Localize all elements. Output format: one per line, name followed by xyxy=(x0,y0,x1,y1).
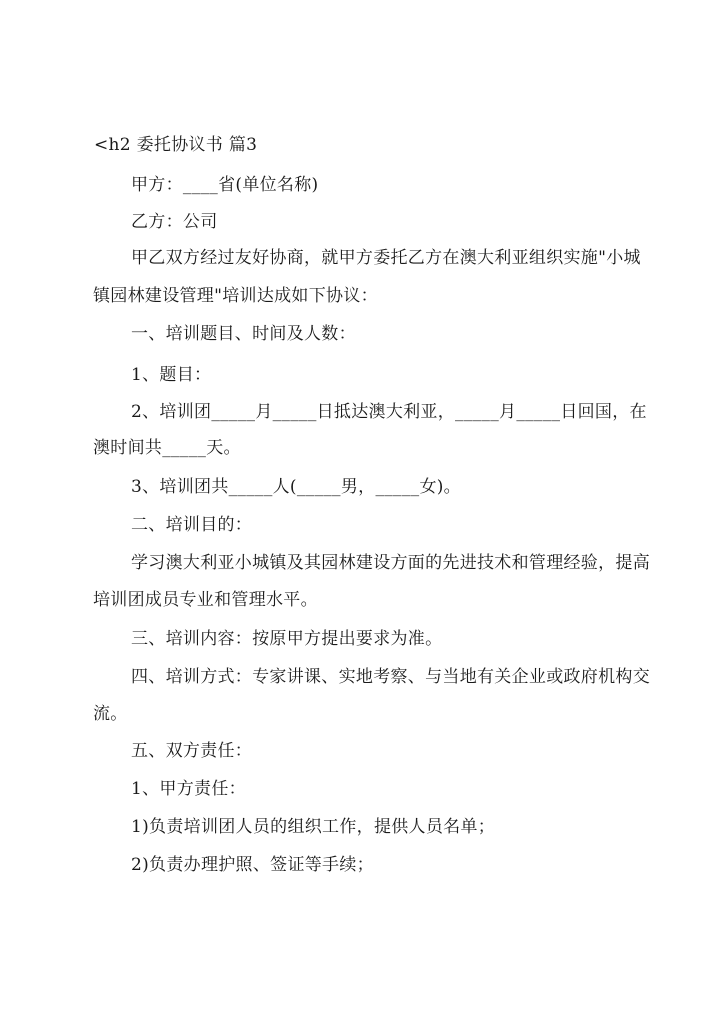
section-1-item-2-line-2: 澳时间共_____天。 xyxy=(93,438,241,458)
party-b-line: 乙方：公司 xyxy=(131,212,218,232)
section-4-line-2: 流。 xyxy=(93,704,128,724)
section-5-item-1-sub-1: 1)负责培训团人员的组织工作，提供人员名单； xyxy=(131,817,496,837)
section-1-item-2-line-1: 2、培训团_____月_____日抵达澳大利亚，_____月_____日回国，在 xyxy=(131,402,647,422)
section-3-title: 三、培训内容：按原甲方提出要求为准。 xyxy=(131,629,443,649)
section-5-item-1-sub-2: 2)负责办理护照、签证等手续； xyxy=(131,855,374,875)
section-5-item-1: 1、甲方责任： xyxy=(131,779,246,799)
document-heading: <h2 委托协议书 篇3 xyxy=(94,135,258,155)
section-1-title: 一、培训题目、时间及人数： xyxy=(131,324,356,344)
party-a-line: 甲方：____省(单位名称) xyxy=(131,175,319,195)
section-2-title: 二、培训目的： xyxy=(131,515,253,535)
intro-paragraph-line-2: 镇园林建设管理"培训达成如下协议： xyxy=(93,286,378,306)
intro-paragraph-line-1: 甲乙双方经过友好协商，就甲方委托乙方在澳大利亚组织实施"小城 xyxy=(131,248,641,268)
section-4-line-1: 四、培训方式：专家讲课、实地考察、与当地有关企业或政府机构交 xyxy=(131,667,650,687)
section-1-item-3: 3、培训团共_____人(_____男，_____女)。 xyxy=(131,477,461,497)
purpose-paragraph-line-2: 培训团成员专业和管理水平。 xyxy=(93,590,318,610)
section-1-item-1: 1、题目： xyxy=(131,365,212,385)
purpose-paragraph-line-1: 学习澳大利亚小城镇及其园林建设方面的先进技术和管理经验，提高 xyxy=(131,553,650,573)
section-5-title: 五、双方责任： xyxy=(131,741,253,761)
